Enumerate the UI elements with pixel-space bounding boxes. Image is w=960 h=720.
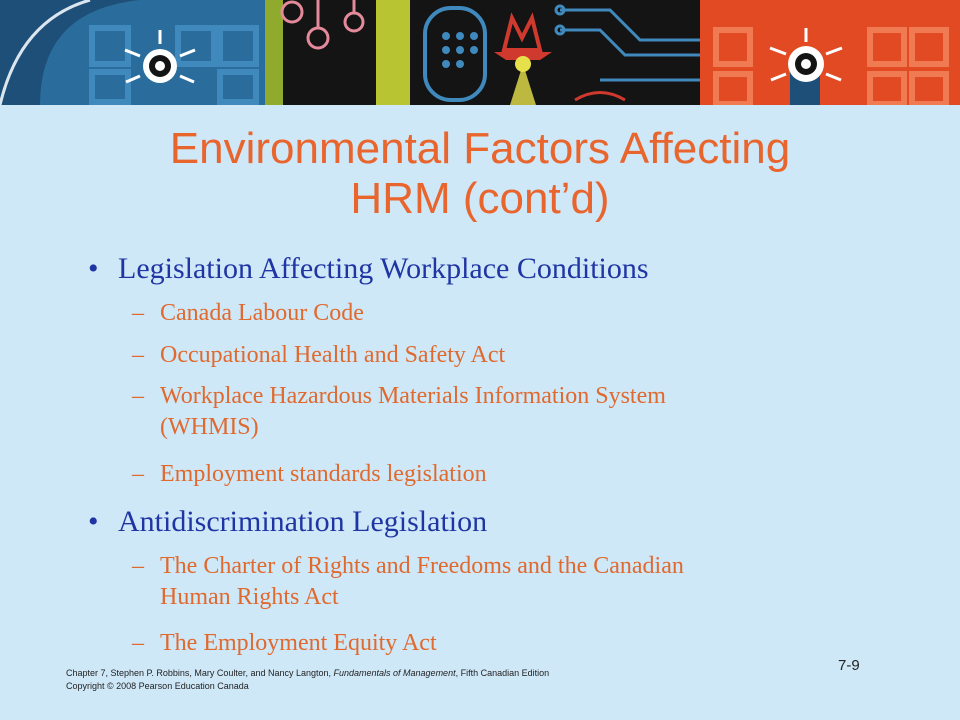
sub-item-text-line-1: Workplace Hazardous Materials Information System: [160, 383, 666, 409]
bullet-marker: •: [88, 505, 99, 538]
footer-citation-suffix: , Fifth Canadian Edition: [455, 668, 550, 678]
slide-footer: [66, 667, 549, 693]
sub-item-marker: –: [132, 342, 144, 368]
slide-title-line-1: Environmental Factors Affecting: [169, 124, 791, 173]
footer-book-title: Fundamentals of Management: [333, 668, 456, 678]
sub-item-text-line-2: (WHMIS): [160, 414, 259, 440]
footer-citation: [66, 667, 549, 680]
sub-item-text: [160, 381, 850, 443]
footer-copyright: Copyright © 2008 Pearson Education Canada: [66, 681, 249, 691]
sub-item-text-line-2: Human Rights Act: [160, 584, 339, 610]
slide-title-line-2: HRM (cont’d): [350, 174, 610, 223]
sub-item-text: Employment standards legislation: [160, 461, 487, 487]
slide-title: [80, 124, 880, 224]
banner-illustration: [0, 0, 960, 105]
sub-item-text-line-1: The Charter of Rights and Freedoms and the Canadian: [160, 553, 684, 579]
sub-item-marker: –: [132, 553, 144, 579]
sub-item-text: Canada Labour Code: [160, 300, 364, 326]
decorative-banner: [0, 0, 960, 105]
sub-item-text: The Employment Equity Act: [160, 630, 437, 656]
bullet-text: Antidiscrimination Legislation: [118, 505, 488, 538]
bullet-marker: •: [88, 252, 99, 285]
sub-item-marker: –: [132, 630, 144, 656]
bullet-text: Legislation Affecting Workplace Conditions: [118, 252, 649, 285]
slide-number: 7-9: [838, 657, 860, 674]
sub-item-text: Occupational Health and Safety Act: [160, 342, 506, 368]
sub-item-text: [160, 551, 850, 613]
sub-item-marker: –: [132, 461, 144, 487]
sub-item-marker: –: [132, 383, 144, 409]
footer-citation-prefix: Chapter 7, Stephen P. Robbins, Mary Coulter, and Nancy Langton,: [66, 668, 334, 678]
sub-item-marker: –: [132, 300, 144, 326]
